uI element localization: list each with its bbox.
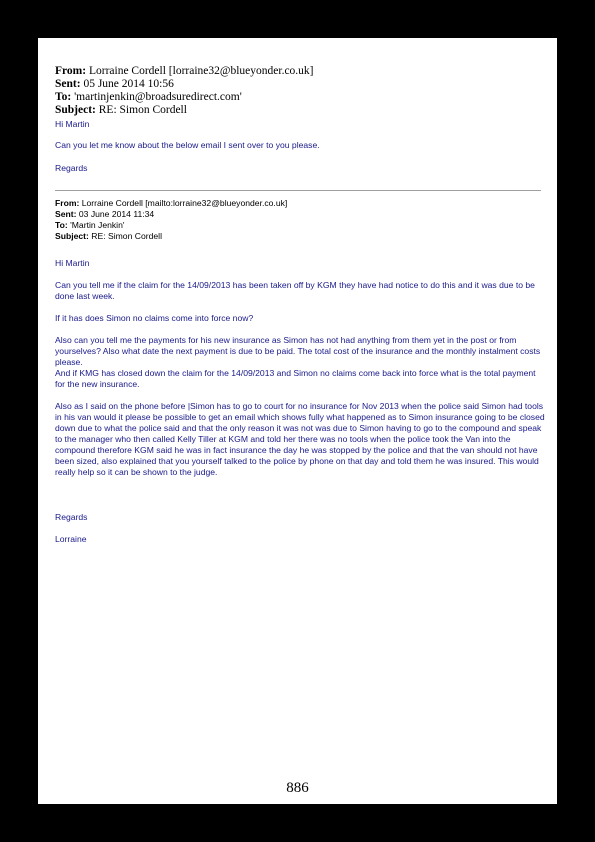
subject-value: RE: Simon Cordell — [95, 104, 187, 116]
to-line: To: 'martinjenkin@broadsuredirect.com' — [55, 91, 242, 103]
to-value: 'martinjenkin@broadsuredirect.com' — [71, 91, 242, 103]
reply-regards: Regards — [55, 163, 88, 173]
subject-line: Subject: RE: Simon Cordell — [55, 104, 187, 116]
quoted-sent-line: Sent: 03 June 2014 11:34 — [55, 209, 155, 219]
paragraph-no-claims: If it has does Simon no claims come into force now? — [55, 313, 254, 323]
from-line: From: Lorraine Cordell [lorraine32@blueyonder.co.uk] — [55, 65, 314, 77]
email-header — [55, 65, 314, 117]
paragraph-court: Also as I said on the phone before |Simon has to go to court for no insurance for Nov 2013 when the police said Simon had tools in his van would it please be possible to get an email which shows fully what happened as to Simon insurance going to be closed down due to what the police said and that the only reason it was not was due to Simon having to go to the compound and speak to the manager who then called Kelly Tiller at KGM and told her there was no tools when the police took the Van into the compound therefore KGM said he was in fact insurance the day he was stopped by the police and that the van should not have been sized, also explained that you yourself talked to the police by phone on that day and told them he was insured. This would really help so it can be shown to the judge. — [55, 401, 545, 477]
document-page — [38, 38, 557, 804]
sent-value: 05 June 2014 10:56 — [80, 78, 174, 90]
paragraph-total-payment: And if KMG has closed down the claim for the 14/09/2013 and Simon no claims come back into force what is the total payment for the new insurance. — [55, 368, 536, 389]
reply-message: Can you let me know about the below email I sent over to you please. — [55, 140, 320, 150]
quoted-subject-line: Subject: RE: Simon Cordell — [55, 231, 162, 241]
signature: Lorraine — [55, 534, 87, 544]
quoted-email-header — [55, 198, 287, 242]
from-value: Lorraine Cordell [lorraine32@blueyonder.co.uk] — [86, 65, 314, 77]
reply-greeting: Hi Martin — [55, 119, 90, 129]
sent-line: Sent: 05 June 2014 10:56 — [55, 78, 174, 90]
paragraph-claim: Can you tell me if the claim for the 14/09/2013 has been taken off by KGM they have had notice to do this and it was due to be done last week. — [55, 280, 535, 301]
page-number: 886 — [286, 780, 309, 796]
quoted-from-line: From: Lorraine Cordell [mailto:lorraine32@blueyonder.co.uk] — [55, 198, 288, 208]
quoted-greeting: Hi Martin — [55, 258, 90, 268]
quoted-email-body — [55, 258, 545, 489]
quote-divider — [55, 190, 541, 191]
paragraph-payments: Also can you tell me the payments for his new insurance as Simon has not had anything from them yet in the post or from yourselves? Also what date the next payment is due to be paid. The total cost of the insurance and the monthly instalment costs please. — [55, 335, 541, 367]
quoted-to-line: To: 'Martin Jenkin' — [55, 220, 125, 230]
quoted-regards: Regards — [55, 512, 88, 522]
